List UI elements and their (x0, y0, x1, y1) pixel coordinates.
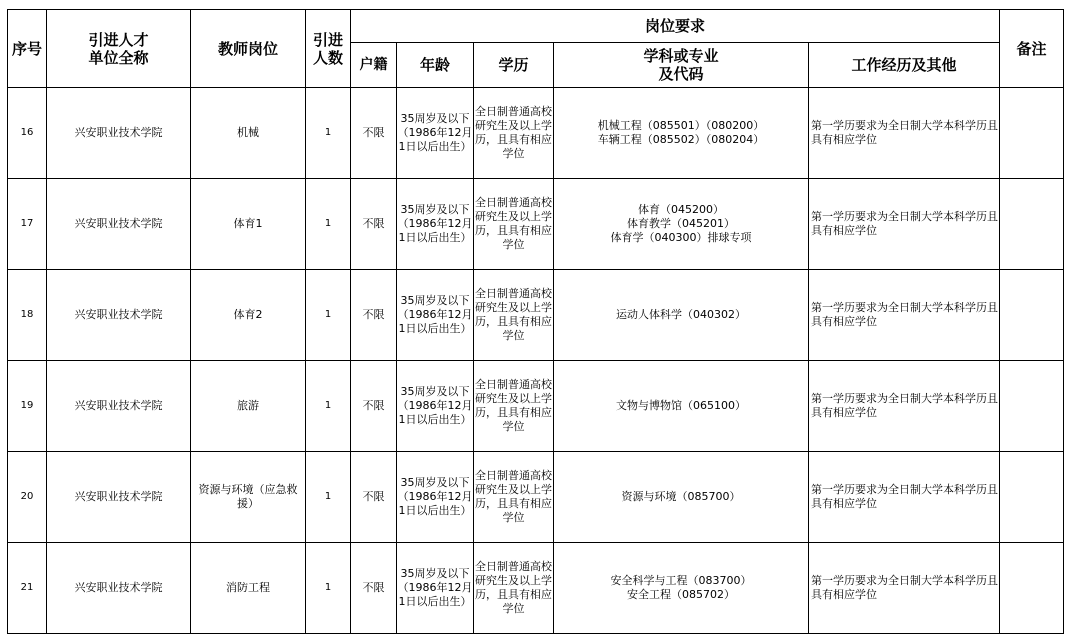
header-education: 学历 (474, 43, 554, 88)
cell-unit: 兴安职业技术学院 (47, 270, 191, 361)
cell-post: 旅游 (191, 361, 306, 452)
cell-count: 1 (306, 452, 351, 543)
cell-hukou: 不限 (351, 270, 397, 361)
header-major (554, 43, 809, 88)
major-line: 文物与博物馆（065100） (616, 399, 746, 412)
major-line: 体育（045200） (638, 203, 724, 216)
cell-age: 35周岁及以下（1986年12月1日以后出生） (397, 179, 474, 270)
cell-experience: 第一学历要求为全日制大学本科学历且具有相应学位 (809, 270, 1000, 361)
cell-seq: 19 (8, 361, 47, 452)
cell-post: 资源与环境（应急救援） (191, 452, 306, 543)
cell-education: 全日制普通高校研究生及以上学历，且具有相应学位 (474, 88, 554, 179)
major-line: 体育学（040300）排球专项 (610, 231, 752, 244)
cell-age: 35周岁及以下（1986年12月1日以后出生） (397, 361, 474, 452)
header-unit (47, 10, 191, 88)
header-count-line2: 人数 (312, 48, 343, 67)
cell-count: 1 (306, 179, 351, 270)
cell-experience: 第一学历要求为全日制大学本科学历且具有相应学位 (809, 88, 1000, 179)
major-line: 机械工程（085501）（080200） (597, 119, 765, 132)
cell-post: 体育2 (191, 270, 306, 361)
cell-remarks (1000, 543, 1064, 634)
cell-hukou: 不限 (351, 361, 397, 452)
cell-experience: 第一学历要求为全日制大学本科学历且具有相应学位 (809, 179, 1000, 270)
cell-seq: 21 (8, 543, 47, 634)
major-line: 安全科学与工程（083700） (610, 574, 752, 587)
cell-count: 1 (306, 361, 351, 452)
cell-majors (554, 452, 809, 543)
cell-education: 全日制普通高校研究生及以上学历，且具有相应学位 (474, 452, 554, 543)
cell-post: 体育1 (191, 179, 306, 270)
header-count-line1: 引进 (312, 30, 343, 49)
cell-unit: 兴安职业技术学院 (47, 452, 191, 543)
cell-post: 消防工程 (191, 543, 306, 634)
header-major-line2: 及代码 (658, 65, 704, 83)
cell-unit: 兴安职业技术学院 (47, 361, 191, 452)
cell-seq: 20 (8, 452, 47, 543)
table-row (8, 88, 1064, 179)
recruitment-table-wrapper (7, 9, 1064, 634)
header-count (306, 10, 351, 88)
cell-hukou: 不限 (351, 179, 397, 270)
cell-majors (554, 543, 809, 634)
cell-age: 35周岁及以下（1986年12月1日以后出生） (397, 543, 474, 634)
header-remarks: 备注 (1000, 10, 1064, 88)
recruitment-table (7, 9, 1064, 634)
cell-education: 全日制普通高校研究生及以上学历，且具有相应学位 (474, 361, 554, 452)
major-line: 车辆工程（085502）（080204） (597, 133, 765, 146)
cell-experience: 第一学历要求为全日制大学本科学历且具有相应学位 (809, 361, 1000, 452)
table-row (8, 179, 1064, 270)
table-body (8, 88, 1064, 634)
cell-seq: 16 (8, 88, 47, 179)
table-row (8, 452, 1064, 543)
cell-count: 1 (306, 543, 351, 634)
cell-age: 35周岁及以下（1986年12月1日以后出生） (397, 452, 474, 543)
cell-unit: 兴安职业技术学院 (47, 88, 191, 179)
cell-unit: 兴安职业技术学院 (47, 179, 191, 270)
major-line: 运动人体科学（040302） (616, 308, 746, 321)
cell-hukou: 不限 (351, 88, 397, 179)
cell-remarks (1000, 179, 1064, 270)
cell-hukou: 不限 (351, 452, 397, 543)
cell-remarks (1000, 361, 1064, 452)
cell-education: 全日制普通高校研究生及以上学历，且具有相应学位 (474, 270, 554, 361)
header-seq: 序号 (8, 10, 47, 88)
header-unit-line2: 单位全称 (88, 48, 149, 67)
cell-majors (554, 179, 809, 270)
cell-majors (554, 88, 809, 179)
cell-count: 1 (306, 270, 351, 361)
table-row (8, 270, 1064, 361)
cell-majors (554, 270, 809, 361)
cell-hukou: 不限 (351, 543, 397, 634)
header-unit-line1: 引进人才 (88, 30, 149, 49)
cell-age: 35周岁及以下（1986年12月1日以后出生） (397, 270, 474, 361)
table-row (8, 361, 1064, 452)
cell-seq: 17 (8, 179, 47, 270)
major-line: 安全工程（085702） (627, 588, 735, 601)
cell-seq: 18 (8, 270, 47, 361)
major-line: 体育教学（045201） (627, 217, 735, 230)
header-experience: 工作经历及其他 (809, 43, 1000, 88)
header-requirements: 岗位要求 (351, 10, 1000, 43)
cell-education: 全日制普通高校研究生及以上学历，且具有相应学位 (474, 543, 554, 634)
cell-majors (554, 361, 809, 452)
table-row (8, 543, 1064, 634)
cell-post: 机械 (191, 88, 306, 179)
header-hukou: 户籍 (351, 43, 397, 88)
header-post: 教师岗位 (191, 10, 306, 88)
cell-age: 35周岁及以下（1986年12月1日以后出生） (397, 88, 474, 179)
cell-remarks (1000, 452, 1064, 543)
cell-unit: 兴安职业技术学院 (47, 543, 191, 634)
cell-experience: 第一学历要求为全日制大学本科学历且具有相应学位 (809, 543, 1000, 634)
cell-count: 1 (306, 88, 351, 179)
cell-education: 全日制普通高校研究生及以上学历，且具有相应学位 (474, 179, 554, 270)
cell-experience: 第一学历要求为全日制大学本科学历且具有相应学位 (809, 452, 1000, 543)
header-age: 年龄 (397, 43, 474, 88)
major-line: 资源与环境（085700） (621, 490, 741, 503)
header-major-line1: 学科或专业 (643, 47, 719, 65)
cell-remarks (1000, 88, 1064, 179)
cell-remarks (1000, 270, 1064, 361)
